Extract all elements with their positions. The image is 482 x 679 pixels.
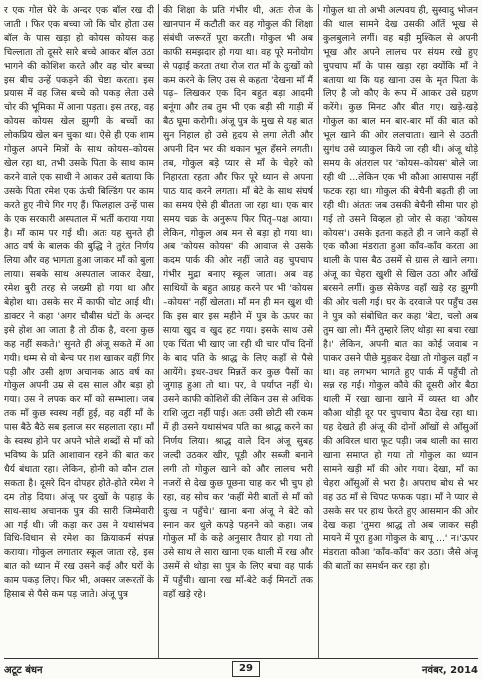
issue-date: नवंबर, 2014 [421, 665, 478, 676]
column-divider-1 [158, 4, 159, 658]
text-column-2 [163, 4, 313, 658]
magazine-title: अटूट बंधन [4, 665, 43, 676]
text-column-1 [4, 4, 154, 658]
page-footer [4, 661, 478, 677]
page-number: 29 [232, 661, 260, 677]
column-divider-2 [318, 4, 319, 658]
footer-divider [4, 658, 478, 659]
column-3-text: गोकुल था तो अभी अल्पवय ही, सुस्वादु भोजन की थाल सामने देख उसकी आँतें भूख से कुलबुलाने लगीं। वह बड़ी मुश्किल से अपनी भूख और अपने लालच पर संयम रखे हुए चुपचाप माँ के पास खड़ा रहा क्योंकि माँ ने बताया था कि यह खाना उस के मृत पिता के लिए है जो कौए के रूप में आकर उसे ग्रहण करेंगे। कुछ मिनट और बीत गए। खड़े-खड़े गोकुल का बाल मन बार-बार माँ की बात को भूल खाने की ओर ललचाता। खाने से उठती सुगंध उसे व्याकुल किये जा रही थी। अंजू थोड़े समय के अंतराल पर 'कोयस–कोयस' बोले जा रही थी ...लेकिन एक भी कौआ आसपास नहीं फटक रहा था। गोकुल की बेचैनी बढ़ती ही जा रही थी। अंततः जब उसकी बेचैनी सीमा पार हो गई तो उसने विव्हल हो जोर से कहा 'कोयस कोयस'। उसके इतना कहते ही न जाने कहाँ से एक कौआ मंडराता हुआ काँव-काँव करता आ थाली के पास बैठ उसमें से ग्रास ले खाने लगा। अंजू का चेहरा खुशी से खिल उठा और आँखें बरसने लगीं। कुछ सेकेण्ड वहाँ खड़े रह झुग्गी की ओर चली गई। घर के दरवाजे पर पहुँच उस ने पुत्र को संबोधित कर कहा 'बेटा, चलो अब तुम खा लो। मैंने तुम्हारे लिए थोड़ा सा बचा रखा है।' लेकिन, अपनी बात का कोई जवाब न पाकर उसने पीछे मुड़कर देखा तो गोकुल वहाँ न था। वह लगभग भागते हुए पार्क में पहुँची तो सन्न रह गई। गोकुल कौवे की दूसरी ओर बैठा थाली में रखा खाना खाने में व्यस्त था और कौआ थोड़ी दूर पर चुपचाप बैठा देख रहा था। यह देखते ही अंजू की दोनों आँखों से आँसुओं की अविरल धारा फूट पड़ी। जब थाली का सारा खाना समाप्त हो गया तो गोकुल का ध्यान सामने खड़ी माँ की ओर गया। देखा, माँ का चेहरा आँसुओं से भरा है। अपराध बोध से भर वह उठ माँ से चिपट फफक पड़ा। माँ ने प्यार से उसके सर पर हाथ फेरते हुए आसमान की ओर देख कहा 'तुमरा श्राद्ध तो अब जाकर सही मायने में पूरा हुआ गोकुल के बापू ...' न।'ऊपर मंडराता कौआ 'काँव-काँव' कर उठा। जैसे अंजू की बातों का समर्थन कर रहा हो। [323, 5, 478, 573]
column-2-text: की शिक्षा के प्रति गंभीर थी, अतः रोज के खानपान में कटौती कर वह गोकुल की शिक्षा संबंधी जरूरतें पूरा करती। गोकुल भी अब काफी समझदार हो गया था। वह पूरे मनोयोग से पढ़ाई करता तथा रोज रात माँ के दुःखों को कम करने के लिए उस से कहता 'देखना माँ मैं पढ़– लिखकर एक दिन बहुत बड़ा आदमी बनूंगा और तब तुम भी एक बड़ी सी गाड़ी में बैठ घूमा करोगी। अंजू पुत्र के मुख से यह बात सुन निहाल हो उसे हृदय से लगा लेती और अपनी दिन भर की थकान भूल हँसने लगती। तब, गोकुल बड़े प्यार से माँ के चेहरे को निहारता रहता और फिर पूरे ध्यान से अपना पाठ याद करने लगता। माँ बेटे के साथ संघर्ष का समय ऐसे ही बीतता जा रहा था। एक बार समय चक्र के अनुरूप फिर पितृ–पक्ष आया। लेकिन, गोकुल अब मन से बड़ा हो गया था। अब 'कोयस कोयस' की आवाज से उसके कदम पार्क की ओर नहीं जाते वह चुपचाप गंभीर मुद्रा बनाए स्कूल जाता। अब वह साथियों के बहुत आग्रह करने पर भी 'कोयस –कोयस' नहीं खेलता। माँ मन ही मन खुश थी कि इस बार इस महीने में पुत्र के ऊपर का साया खुद व खुद हट गया। इसके साथ उसे एक चिंता भी खाए जा रही थी चार पाँच दिनों के बाद पति के श्राद्ध के लिए कहाँ से पैसे आयेंगे। इधर-उधर मिन्नतें कर कुछ पैसों का जुगाड़ हुआ तो था। पर, वे पर्याप्त नहीं थे। उसने काफी कोशिशें की लेकिन उस से अधिक राशि जुटा नहीं पाई। अतः उसी छोटी सी रकम में ही उसने यथासंभव पति का श्राद्ध करने का निर्णय लिया। श्राद्ध वाले दिन अंजू सुबह जल्दी उठकर खीर, पूड़ी और सब्जी बनाने लगी तो गोकुल खाने को और लालच भरी नजरों से देख कुछ पूछना चाह कर भी चुप हो रहा, वह सोच कर 'कहीं मेरी बातों से माँ को दुःख न पहुँचे।' खाना बना अंजू ने बेटे को स्नान कर धुले कपड़े पहनने को कहा। जब गोकुल माँ के कहे अनुसार तैयार हो गया तो उसे साथ ले सारा खाना एक थाली में रख और उसमें से थोड़ा सा पुत्र के लिए बचा वह पार्क में पहुँची। खाना रख माँ-बेटे कई मिनटों तक वहाँ खड़े रहे। [163, 5, 313, 601]
column-1-text: र एक गोल घेरे के अन्दर एक बॉल रख दी जाती । फिर एक बच्चा जो कि चोर होता उस बॉल के पास खड़ा हो कोयस कोयस कह चिल्लाता तो दूसरे सारे बच्चे आकर बॉल उठा भागने की कोशिश करते और वह चोर बच्चा इस बीच उन्हें पकड़ने की चेष्टा करता। इस प्रयास में वह जिस बच्चे को पकड़ लेता उसे चोर की भूमिका में आना पड़ता। इस तरह, वह कोयस कोयस खेल झुग्गी के बच्चों का लोकप्रिय खेल बन चुका था। ऐसे ही एक शाम गोकुल अपने मित्रों के साथ कोयस–कोयस खेल रहा था, तभी उसके पिता के साथ काम करने वाले एक साथी ने आकर उसे बताया कि उसके पिता रमेश एक ऊंची बिल्डिंग पर काम करते हुए नीचे गिर गए हैं। फिलहाल उन्हें पास के एक सरकारी अस्पताल में भर्ती कराया गया है। माँ काम पर गई थी। अतः यह सुनते ही आठ वर्ष के बालक की बुद्धि ने तुरंत निर्णय लिया और वह भागता हुआ जाकर माँ को बुला लाया। सबके साथ अस्पताल जाकर देखा, रमेश बुरी तरह से जख्मी हो गया था और बेहोश था। उसके सर में काफी चोट आई थी। डाक्टर ने कहा 'अगर चौबीस घंटों के अन्दर इसे होश आ जाता है तो ठीक है, वरना कुछ कह नहीं सकते।' सुनते ही अंजू सकते में आ गयी। धम्म से वो बेन्च पर ग़श खाकर वहीं गिर पड़ी और उसी क्षण अचानक आठ वर्ष का गोकुल अपनी उम्र से दस साल और बड़ा हो गया। उस ने लपक कर माँ को सम्भाला। जब तक माँ कुछ स्वस्थ नहीं हुई, वह वहीं माँ के पास बैठे बैठे सब इलाज सर सहलाता रहा। माँ के स्वस्थ होने पर अपने भोले शब्दों से माँ को भविष्य के प्रति आशावान रहने की बात कर धैर्य बंधाता रहा। लेकिन, होनी को कौन टाल सकता है। दूसरे दिन दोपहर होते-होते रमेश ने दम तोड़ दिया। अंजू पर दुखों के पहाड़ के साथ-साथ अचानक पुत्र की सारी जिम्मेवारी आ गई थी। जी कड़ा कर उस ने यथासंभव विधि-विधान से रमेश का क्रियाकर्म संपन्न कराया। गोकुल लगातार स्कूल जाता रहे, इस बात को ध्यान में रख उसने कई और घरों के काम पकड़ लिए। फिर भी, अक्सर जरूरतों के हिसाब से पैसे कम पड़ जाते। अंजू पुत्र [4, 5, 154, 601]
text-column-3 [323, 4, 478, 658]
